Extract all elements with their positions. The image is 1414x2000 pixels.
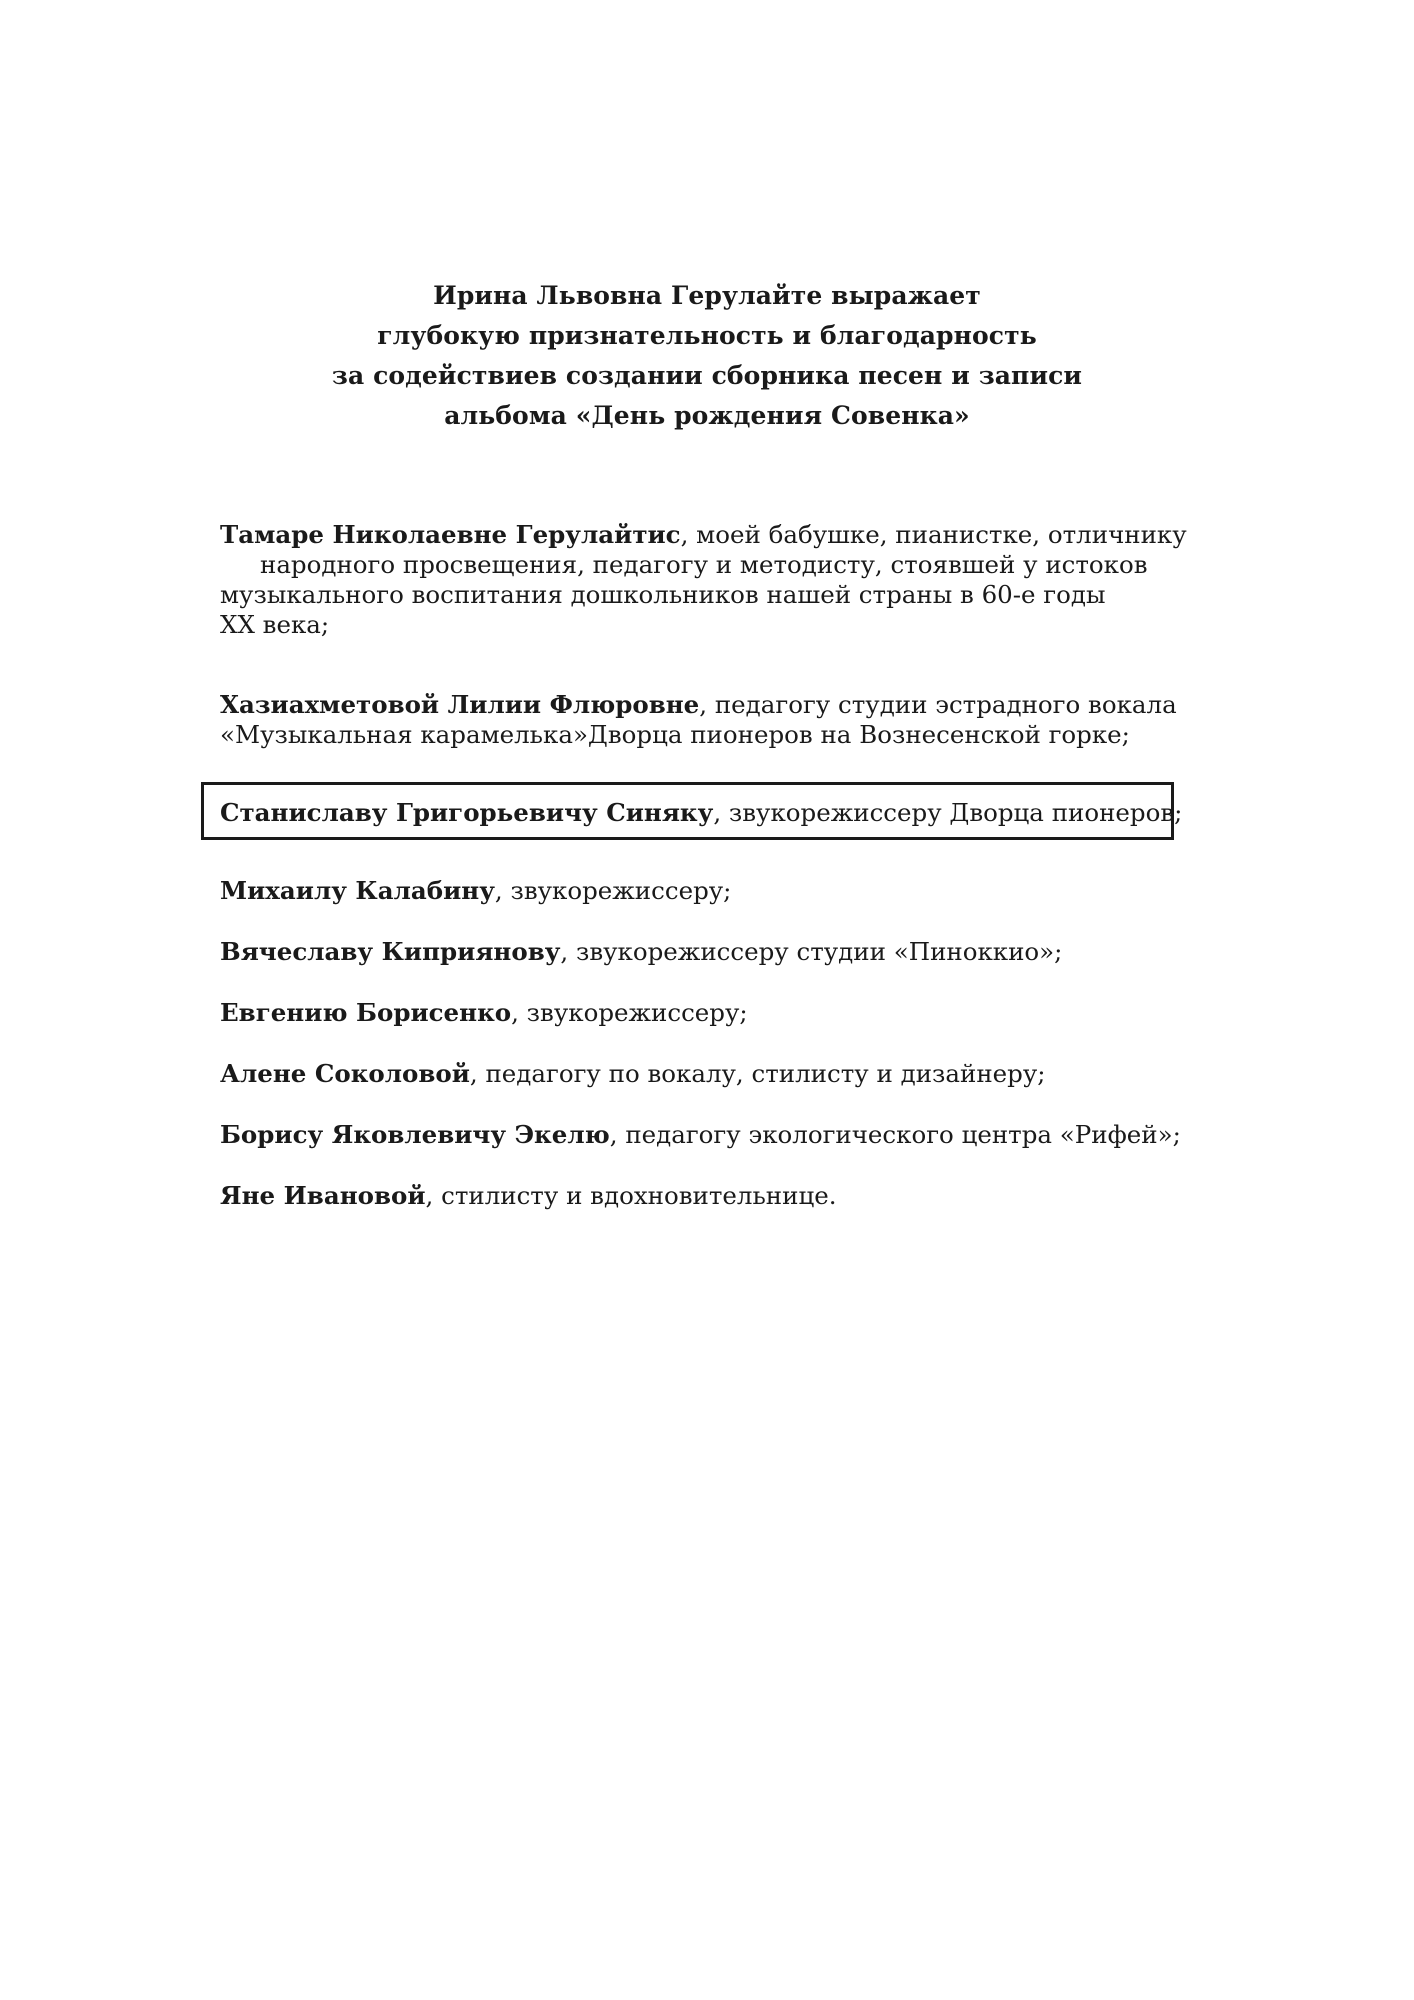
heading-line: глубокую признательность и благодарность <box>377 321 1037 350</box>
entry-line: народного просвещения, педагогу и методисту, стоявшей у истоков <box>260 550 1148 579</box>
heading-line: альбома «День рождения Совенка» <box>444 401 970 430</box>
acknowledgement-entry <box>220 998 1190 1028</box>
entry-line: «Музыкальная карамелька»Дворца пионеров на Вознесенской горке; <box>220 720 1130 749</box>
person-name: Михаилу Калабину <box>220 876 495 905</box>
heading-line: Ирина Львовна Герулайте выражает <box>433 281 981 310</box>
entry-text: , педагогу по вокалу, стилисту и дизайнеру; <box>469 1059 1046 1088</box>
heading-line: за содействиев создании сборника песен и записи <box>331 361 1083 390</box>
acknowledgement-entry <box>220 690 1190 750</box>
acknowledgement-entry <box>220 1120 1190 1150</box>
entry-text: , звукорежиссеру Дворца пионеров; <box>713 798 1183 827</box>
entry-text: , педагогу экологического центра «Рифей»; <box>609 1120 1181 1149</box>
dedication-heading <box>0 276 1414 436</box>
entry-text: , педагогу студии эстрадного вокала <box>699 690 1177 719</box>
entry-line: XX века; <box>220 610 330 639</box>
person-name: Вячеславу Киприянову <box>220 937 561 966</box>
entry-text: , звукорежиссеру; <box>511 998 748 1027</box>
entry-text: , звукорежиссеру; <box>494 876 732 905</box>
person-name: Тамаре Николаевне Герулайтис <box>220 520 681 549</box>
entry-line <box>220 690 1190 720</box>
acknowledgement-entry <box>220 1059 1190 1089</box>
person-name: Хазиахметовой Лилии Флюровне <box>220 690 700 719</box>
acknowledgement-entry <box>220 937 1190 967</box>
person-name: Станиславу Григорьевичу Синяку <box>220 798 714 827</box>
acknowledgement-entry <box>220 876 1190 906</box>
person-name: Борису Яковлевичу Экелю <box>220 1120 610 1149</box>
person-name: Яне Ивановой <box>220 1181 426 1210</box>
person-name: Алене Соколовой <box>220 1059 470 1088</box>
acknowledgement-entry <box>220 520 1190 640</box>
entry-text: , звукорежиссеру студии «Пиноккио»; <box>560 937 1063 966</box>
entry-line: музыкального воспитания дошкольников нашей страны в 60-е годы <box>220 580 1106 609</box>
person-name: Евгению Борисенко <box>220 998 512 1027</box>
entry-text: , моей бабушке, пианистке, отличнику <box>680 520 1187 549</box>
entry-text: , стилисту и вдохновительнице. <box>425 1181 837 1210</box>
acknowledgements-list <box>220 520 1190 1242</box>
highlighted-acknowledgement-entry <box>220 798 1190 828</box>
acknowledgement-entry <box>220 1181 1190 1211</box>
entry-line <box>220 520 1190 550</box>
